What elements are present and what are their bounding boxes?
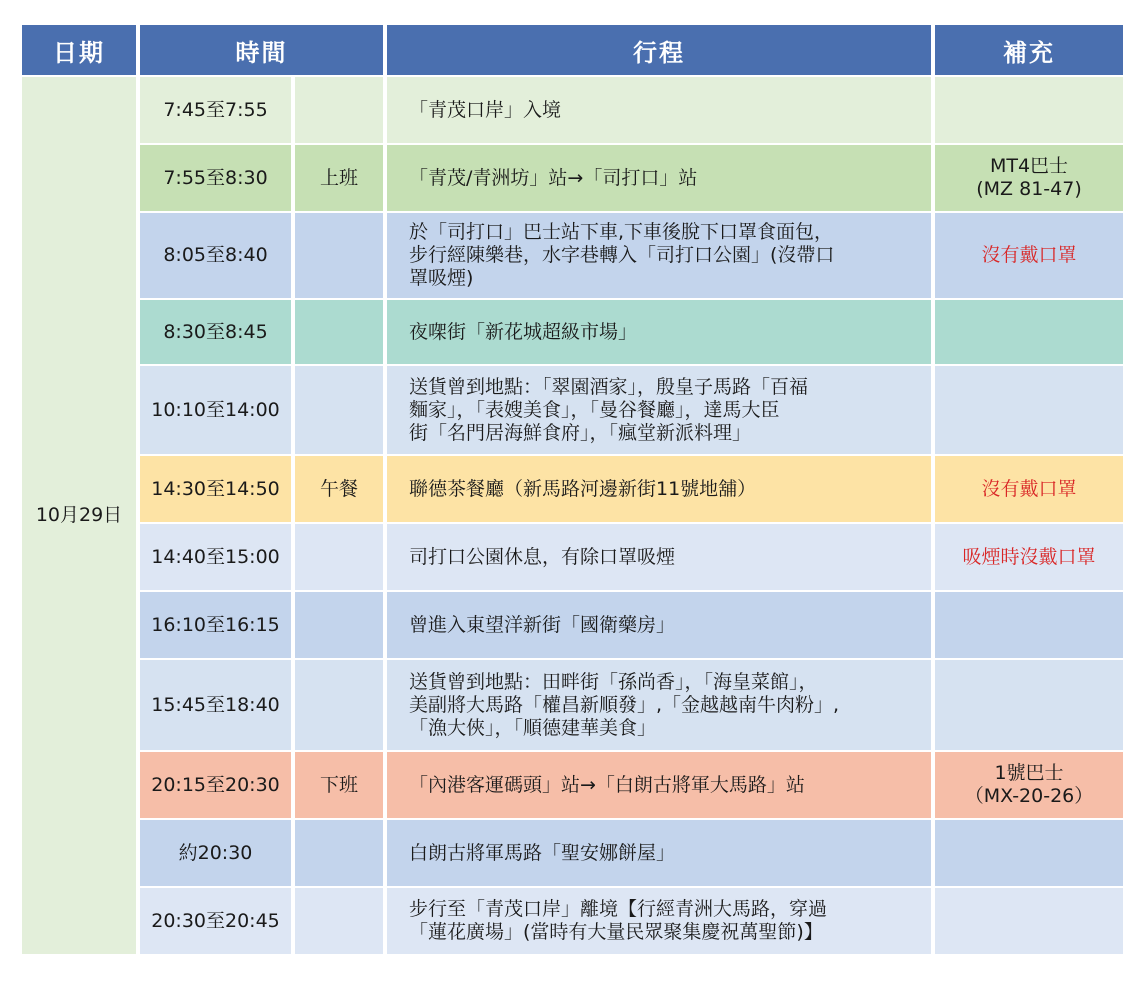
label-cell: [295, 888, 383, 954]
label-cell: [295, 213, 383, 298]
label-cell: [295, 77, 383, 143]
note-cell: 沒有戴口罩: [935, 456, 1123, 522]
label-cell: 上班: [295, 145, 383, 211]
table-row: [22, 300, 1123, 364]
note-cell: [935, 77, 1123, 143]
table-row: [22, 366, 1123, 454]
table-row: [22, 456, 1123, 522]
itinerary-cell: 白朗古將軍馬路「聖安娜餅屋」: [387, 820, 931, 886]
time-cell: 14:30至14:50: [140, 456, 291, 522]
time-cell: 14:40至15:00: [140, 524, 291, 590]
itinerary-cell: 聯德茶餐廳（新馬路河邊新街11號地舖）: [387, 456, 931, 522]
note-cell: [935, 660, 1123, 750]
itinerary-cell: 步行至「青茂口岸」離境【行經青洲大馬路，穿過 「蓮花廣場」(當時有大量民眾聚集慶祝萬聖節)】: [387, 888, 931, 954]
itinerary-cell: 送貨曾到地點：田畔街「孫尚香」，「海皇菜館」， 美副將大馬路「權昌新順發」,「金越越南牛肉粉」, 「漁大俠」，「順德建華美食」: [387, 660, 931, 750]
itinerary-cell: 司打口公園休息，有除口罩吸煙: [387, 524, 931, 590]
note-cell: [935, 820, 1123, 886]
itinerary-cell: 「青茂口岸」入境: [387, 77, 931, 143]
note-cell: [935, 366, 1123, 454]
itinerary-cell: 「青茂/青洲坊」站→「司打口」站: [387, 145, 931, 211]
label-cell: [295, 592, 383, 658]
label-cell: [295, 366, 383, 454]
itinerary-cell: 「內港客運碼頭」站→「白朗古將軍大馬路」站: [387, 752, 931, 818]
itinerary-cell: 於「司打口」巴士站下車,下車後脫下口罩食面包， 步行經陳樂巷，水字巷轉入「司打口公園」(沒帶口 罩吸煙): [387, 213, 931, 298]
header-note: 補充: [935, 25, 1123, 75]
note-cell: [935, 300, 1123, 364]
note-cell: 吸煙時沒戴口罩: [935, 524, 1123, 590]
date-cell: 10月29日: [22, 77, 136, 954]
label-cell: [295, 820, 383, 886]
label-cell: 下班: [295, 752, 383, 818]
table-row: [22, 213, 1123, 298]
itinerary-cell: 送貨曾到地點：「翠園酒家」，殷皇子馬路「百福 麵家」，「表嫂美食」，「曼谷餐廳」，達馬大臣 街「名門居海鮮食府」，「瘋堂新派料理」: [387, 366, 931, 454]
label-cell: 午餐: [295, 456, 383, 522]
table-row: [22, 592, 1123, 658]
table-row: [22, 77, 1123, 143]
time-cell: 16:10至16:15: [140, 592, 291, 658]
note-cell: MT4巴士 (MZ 81-47): [935, 145, 1123, 211]
time-cell: 20:30至20:45: [140, 888, 291, 954]
label-cell: [295, 660, 383, 750]
table-row: [22, 752, 1123, 818]
time-cell: 7:55至8:30: [140, 145, 291, 211]
time-cell: 7:45至7:55: [140, 77, 291, 143]
header-time: 時間: [140, 25, 383, 75]
time-cell: 20:15至20:30: [140, 752, 291, 818]
header-row: [22, 25, 1123, 75]
time-cell: 約20:30: [140, 820, 291, 886]
table-row: [22, 820, 1123, 886]
header-date: 日期: [22, 25, 136, 75]
time-cell: 8:05至8:40: [140, 213, 291, 298]
time-cell: 8:30至8:45: [140, 300, 291, 364]
time-cell: 15:45至18:40: [140, 660, 291, 750]
note-cell: [935, 592, 1123, 658]
table-row: [22, 888, 1123, 954]
note-cell: 沒有戴口罩: [935, 213, 1123, 298]
label-cell: [295, 300, 383, 364]
note-cell: [935, 888, 1123, 954]
table-row: [22, 145, 1123, 211]
time-cell: 10:10至14:00: [140, 366, 291, 454]
label-cell: [295, 524, 383, 590]
itinerary-cell: 夜㗎街「新花城超級市場」: [387, 300, 931, 364]
table-row: [22, 524, 1123, 590]
itinerary-table: [18, 23, 1127, 956]
note-cell: 1號巴士 （MX-20-26）: [935, 752, 1123, 818]
itinerary-cell: 曾進入東望洋新街「國衛藥房」: [387, 592, 931, 658]
table-row: [22, 660, 1123, 750]
header-itinerary: 行程: [387, 25, 931, 75]
